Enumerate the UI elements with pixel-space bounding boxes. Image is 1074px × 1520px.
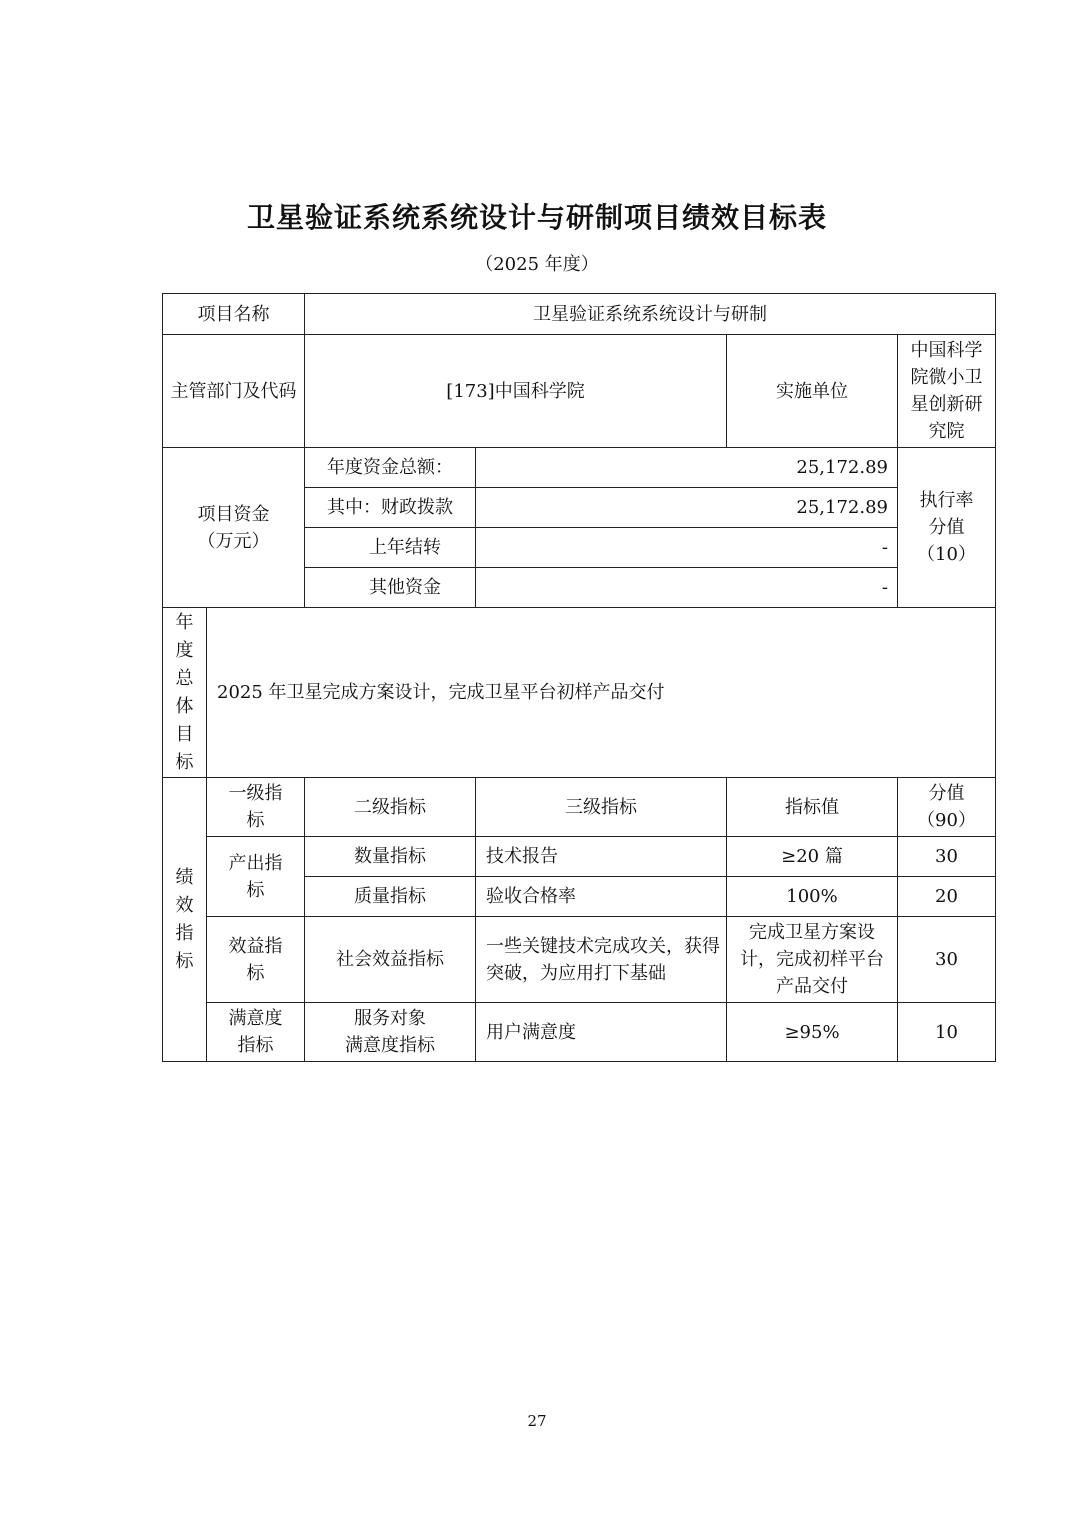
funds-total-value: 25,172.89 <box>476 448 898 488</box>
quality-score: 20 <box>898 877 996 917</box>
satisfaction-level2 <box>305 1003 476 1062</box>
quantity-level2: 数量指标 <box>305 837 476 877</box>
quality-level2: 质量指标 <box>305 877 476 917</box>
annual-goal-char: 目 <box>175 723 194 745</box>
social-score: 30 <box>898 917 996 1003</box>
social-level2: 社会效益指标 <box>305 917 476 1003</box>
page-number: 27 <box>527 1412 547 1430</box>
impl-value: 中国科学院微小卫星创新研究院 <box>898 335 996 448</box>
funds-fiscal-value: 25,172.89 <box>476 488 898 528</box>
quantity-level3: 技术报告 <box>476 837 727 877</box>
annual-goal-label <box>163 608 207 778</box>
header-score-line2: （90） <box>917 810 976 831</box>
funds-carry-label: 上年结转 <box>305 528 476 568</box>
annual-goal-char: 体 <box>175 695 194 717</box>
header-value: 指标值 <box>727 778 898 837</box>
social-value: 完成卫星方案设计，完成初样平台产品交付 <box>727 917 898 1003</box>
satisfaction-level2-line1: 服务对象 <box>354 1008 426 1029</box>
perf-label <box>163 778 207 1062</box>
header-level2: 二级指标 <box>305 778 476 837</box>
header-score <box>898 778 996 837</box>
output-level1: 产出指标 <box>207 837 305 917</box>
dept-value: [173]中国科学院 <box>305 335 727 448</box>
funds-total-label: 年度资金总额： <box>305 448 476 488</box>
header-level1: 一级指标 <box>207 778 305 837</box>
annual-goal-char: 标 <box>175 751 194 773</box>
exec-rate-line2: 分值 <box>928 517 965 538</box>
quality-value: 100% <box>727 877 898 917</box>
perf-char: 效 <box>175 894 194 916</box>
social-level3: 一些关键技术完成攻关，获得突破，为应用打下基础 <box>476 917 727 1003</box>
benefit-level1: 效益指标 <box>207 917 305 1003</box>
funds-label <box>163 448 305 608</box>
funds-other-value: - <box>476 568 898 608</box>
funds-fiscal-label: 其中：财政拨款 <box>305 488 476 528</box>
satisfaction-score: 10 <box>898 1003 996 1062</box>
funds-other-label: 其他资金 <box>305 568 476 608</box>
project-name-value: 卫星验证系统系统设计与研制 <box>305 294 996 335</box>
satisfaction-level3: 用户满意度 <box>476 1003 727 1062</box>
annual-goal-char: 度 <box>175 639 194 661</box>
annual-goal-char: 总 <box>175 667 194 689</box>
funds-label-line1: 项目资金 <box>197 503 270 525</box>
annual-goal-char: 年 <box>175 611 194 633</box>
dept-label: 主管部门及代码 <box>163 335 305 448</box>
perf-char: 绩 <box>175 866 194 888</box>
exec-rate-line3: （10） <box>917 544 976 565</box>
satisfaction-level2-line2: 满意度指标 <box>345 1035 435 1056</box>
funds-carry-value: - <box>476 528 898 568</box>
project-name-label: 项目名称 <box>163 294 305 335</box>
quantity-score: 30 <box>898 837 996 877</box>
quantity-value: ≥20 篇 <box>727 837 898 877</box>
funds-label-line2: （万元） <box>197 530 270 552</box>
perf-char: 标 <box>175 950 194 972</box>
perf-char: 指 <box>175 922 194 944</box>
header-score-line1: 分值 <box>928 783 965 804</box>
satisfaction-value: ≥95% <box>727 1003 898 1062</box>
impl-label: 实施单位 <box>727 335 898 448</box>
page-subtitle: （2025 年度） <box>475 254 599 275</box>
exec-rate-score <box>898 448 996 608</box>
page-title: 卫星验证系统系统设计与研制项目绩效目标表 <box>246 201 827 234</box>
annual-goal-text: 2025 年卫星完成方案设计，完成卫星平台初样产品交付 <box>207 608 996 778</box>
performance-target-table <box>162 293 996 1062</box>
satisfaction-level1: 满意度指标 <box>207 1003 305 1062</box>
exec-rate-line1: 执行率 <box>919 490 974 511</box>
quality-level3: 验收合格率 <box>476 877 727 917</box>
header-level3: 三级指标 <box>476 778 727 837</box>
